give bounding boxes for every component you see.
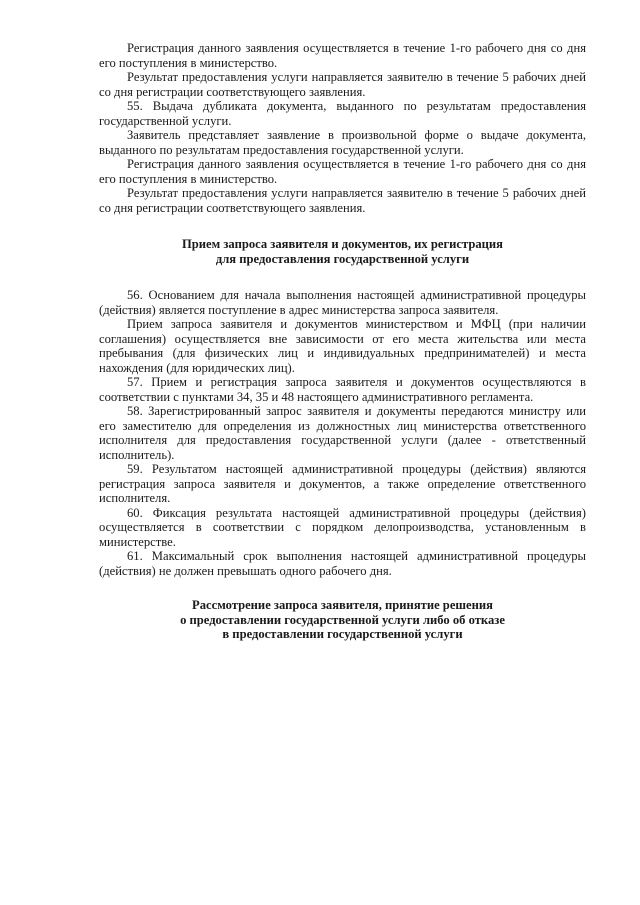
paragraph: Регистрация данного заявления осуществляется в течение 1-го рабочего дня со дня его поступления в министерство. xyxy=(99,157,586,186)
paragraph: 57. Прием и регистрация запроса заявителя и документов осуществляются в соответствии с пунктами 34, 35 и 48 настоящего административного регламента. xyxy=(99,375,586,404)
heading-line: в предоставлении государственной услуги xyxy=(222,627,463,641)
paragraph: Заявитель представляет заявление в произвольной форме о выдаче документа, выданного по результатам предоставления государственной услуги. xyxy=(99,128,586,157)
paragraph: 61. Максимальный срок выполнения настоящей административной процедуры (действия) не должен превышать одного рабочего дня. xyxy=(99,549,586,578)
paragraph: 55. Выдача дубликата документа, выданного по результатам предоставления государственной услуги. xyxy=(99,99,586,128)
section-heading-review xyxy=(99,598,586,642)
paragraph: 59. Результатом настоящей административной процедуры (действия) являются регистрация запроса заявителя и документов, а также определение ответственного исполнителя. xyxy=(99,462,586,505)
heading-line: для предоставления государственной услуги xyxy=(215,251,470,266)
heading-line: Прием запроса заявителя и документов, их регистрация xyxy=(182,237,503,251)
heading-line: Рассмотрение запроса заявителя, принятие решения xyxy=(192,598,493,612)
paragraph: Результат предоставления услуги направляется заявителю в течение 5 рабочих дней со дня регистрации соответствующего заявления. xyxy=(99,186,586,215)
paragraph: Результат предоставления услуги направляется заявителю в течение 5 рабочих дней со дня регистрации соответствующего заявления. xyxy=(99,70,586,99)
heading-line: о предоставлении государственной услуги либо об отказе xyxy=(180,612,505,627)
paragraph: Регистрация данного заявления осуществляется в течение 1-го рабочего дня со дня его поступления в министерство. xyxy=(99,41,586,70)
paragraph: 58. Зарегистрированный запрос заявителя и документы передаются министру или его заместителю для определения из должностных лиц министерства ответственного исполнителя для предоставления государственной услуги (далее - ответственный исполнитель). xyxy=(99,404,586,462)
section-heading-registration xyxy=(99,237,586,266)
paragraph: 56. Основанием для начала выполнения настоящей административной процедуры (действия) является поступление в адрес министерства запроса заявителя. xyxy=(99,288,586,317)
paragraph: 60. Фиксация результата настоящей административной процедуры (действия) осуществляется в соответствии с порядком делопроизводства, установленным в министерстве. xyxy=(99,505,586,549)
paragraph: Прием запроса заявителя и документов министерством и МФЦ (при наличии соглашения) осуществляется вне зависимости от его места жительства или места пребывания (для физических лиц и индивидуальных предпринимателей) и места нахождения (для юридических лиц). xyxy=(99,317,586,375)
document-body xyxy=(99,41,586,642)
